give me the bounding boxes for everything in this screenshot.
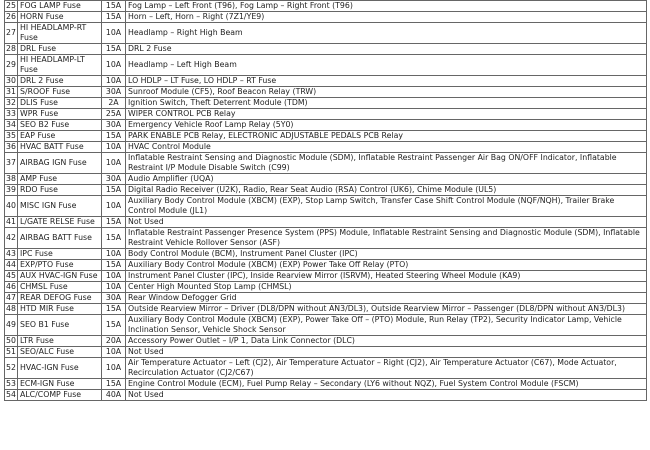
fuse-amperage: 40A [102,390,126,401]
fuse-description: Emergency Vehicle Roof Lamp Relay (5Y0) [126,120,647,131]
fuse-amperage: 15A [102,260,126,271]
fuse-amperage: 15A [102,315,126,336]
fuse-name: HVAC BATT Fuse [18,142,102,153]
fuse-amperage: 15A [102,228,126,249]
fuse-number: 31 [6,87,16,96]
fuse-name: HORN Fuse [18,12,102,23]
fuse-name: EAP Fuse [18,131,102,142]
fuse-description: WIPER CONTROL PCB Relay [126,109,647,120]
fuse-description: Inflatable Restraint Sensing and Diagnostic Module (SDM), Inflatable Restraint Passenger Air Bag ON/OFF Indicator, Inflatable Restraint I/P Module Disable Switch (C99) [126,153,647,174]
fuse-name: ECM-IGN Fuse [18,379,102,390]
fuse-description: HVAC Control Module [126,142,647,153]
fuse-name: HI HEADLAMP-RT Fuse [18,23,102,44]
fuse-number: 32 [6,98,16,107]
fuse-description: Ignition Switch, Theft Deterrent Module (TDM) [126,98,647,109]
fuse-name: CHMSL Fuse [18,282,102,293]
fuse-amperage: 30A [102,120,126,131]
fuse-description: Fog Lamp – Left Front (T96), Fog Lamp – Right Front (T96) [126,1,647,12]
fuse-name: SEO B1 Fuse [18,315,102,336]
table-row [5,12,647,23]
fuse-number: 54 [6,390,16,399]
fuse-number: 36 [6,142,16,151]
table-row [5,304,647,315]
fuse-name: S/ROOF Fuse [18,87,102,98]
fuse-description: Headlamp – Right High Beam [126,23,647,44]
table-row [5,347,647,358]
table-row [5,23,647,44]
fuse-description: Inflatable Restraint Passenger Presence System (PPS) Module, Inflatable Restraint Sensing and Diagnostic Module (SDM), Inflatable Restraint Vehicle Rollover Sensor (ASF) [126,228,647,249]
fuse-description: Not Used [126,217,647,228]
fuse-name: SEO/ALC Fuse [18,347,102,358]
table-row [5,336,647,347]
fuse-name: LTR Fuse [18,336,102,347]
fuse-number: 37 [5,153,18,174]
table-row [5,185,647,196]
fuse-description: Audio Amplifier (UQA) [126,174,647,185]
fuse-description: PARK ENABLE PCB Relay, ELECTRONIC ADJUSTABLE PEDALS PCB Relay [126,131,647,142]
fuse-amperage: 2A [102,98,126,109]
fuse-table [4,0,647,401]
table-row [5,87,647,98]
fuse-description: Air Temperature Actuator – Left (CJ2), Air Temperature Actuator – Right (CJ2), Air Temperature Actuator (C67), Mode Actuator, Recirculation Actuator (CJ2/C67) [126,358,647,379]
fuse-number: 44 [6,260,16,269]
table-row [5,131,647,142]
fuse-name: DRL Fuse [18,44,102,55]
fuse-amperage: 10A [102,271,126,282]
fuse-name: AIRBAG BATT Fuse [18,228,102,249]
fuse-name: MISC IGN Fuse [18,196,102,217]
fuse-description: Not Used [126,390,647,401]
fuse-table-body [5,1,647,401]
fuse-amperage: 15A [102,131,126,142]
fuse-number: 25 [6,1,16,10]
fuse-description: Center High Mounted Stop Lamp (CHMSL) [126,282,647,293]
fuse-amperage: 10A [102,23,126,44]
fuse-description: Instrument Panel Cluster (IPC), Inside Rearview Mirror (ISRVM), Heated Steering Wheel Module (KA9) [126,271,647,282]
fuse-description: Headlamp – Left High Beam [126,55,647,76]
table-row [5,120,647,131]
fuse-amperage: 30A [102,87,126,98]
fuse-name: AIRBAG IGN Fuse [18,153,102,174]
table-row [5,55,647,76]
fuse-description: Auxiliary Body Control Module (XBCM) (EXP), Stop Lamp Switch, Transfer Case Shift Control Module (NQF/NQH), Trailer Brake Control Module (JL1) [126,196,647,217]
fuse-number: 43 [6,249,16,258]
fuse-amperage: 15A [102,12,126,23]
table-row [5,282,647,293]
fuse-number: 47 [6,293,16,302]
fuse-amperage: 30A [102,293,126,304]
fuse-description: Not Used [126,347,647,358]
table-row [5,76,647,87]
fuse-amperage: 10A [102,282,126,293]
fuse-name: DLIS Fuse [18,98,102,109]
fuse-name: AMP Fuse [18,174,102,185]
table-row [5,153,647,174]
fuse-amperage: 15A [102,379,126,390]
fuse-amperage: 10A [102,358,126,379]
fuse-description: Sunroof Module (CF5), Roof Beacon Relay (TRW) [126,87,647,98]
fuse-name: REAR DEFOG Fuse [18,293,102,304]
fuse-name: SEO B2 Fuse [18,120,102,131]
fuse-description: DRL 2 Fuse [126,44,647,55]
fuse-description: Accessory Power Outlet – I/P 1, Data Link Connector (DLC) [126,336,647,347]
fuse-amperage: 20A [102,336,126,347]
fuse-description: Body Control Module (BCM), Instrument Panel Cluster (IPC) [126,249,647,260]
fuse-amperage: 10A [102,153,126,174]
fuse-amperage: 10A [102,196,126,217]
fuse-number: 30 [6,76,16,85]
fuse-number: 53 [6,379,16,388]
fuse-number: 45 [6,271,16,280]
fuse-amperage: 15A [102,1,126,12]
fuse-amperage: 30A [102,174,126,185]
fuse-number: 39 [6,185,16,194]
fuse-number: 46 [6,282,16,291]
fuse-name: RDO Fuse [18,185,102,196]
fuse-amperage: 10A [102,249,126,260]
fuse-amperage: 10A [102,347,126,358]
fuse-name: HVAC-IGN Fuse [18,358,102,379]
table-row [5,217,647,228]
table-row [5,109,647,120]
fuse-amperage: 15A [102,44,126,55]
fuse-number: 27 [5,23,18,44]
fuse-number: 26 [6,12,16,21]
table-row [5,44,647,55]
fuse-amperage: 25A [102,109,126,120]
fuse-description: Auxiliary Body Control Module (XBCM) (EXP) Power Take Off Relay (PTO) [126,260,647,271]
table-row [5,271,647,282]
table-row [5,174,647,185]
table-row [5,98,647,109]
fuse-number: 40 [5,196,18,217]
fuse-name: EXP/PTO Fuse [18,260,102,271]
fuse-number: 41 [6,217,16,226]
table-row [5,379,647,390]
fuse-number: 28 [6,44,16,53]
table-row [5,228,647,249]
fuse-number: 29 [5,55,18,76]
table-row [5,142,647,153]
fuse-description: Engine Control Module (ECM), Fuel Pump Relay – Secondary (LY6 without NQZ), Fuel System Control Module (FSCM) [126,379,647,390]
table-row [5,260,647,271]
fuse-description: Digital Radio Receiver (U2K), Radio, Rear Seat Audio (RSA) Control (UK6), Chime Module (UL5) [126,185,647,196]
fuse-name: IPC Fuse [18,249,102,260]
fuse-number: 49 [5,315,18,336]
fuse-number: 48 [6,304,16,313]
fuse-amperage: 10A [102,76,126,87]
fuse-name: FOG LAMP Fuse [18,1,102,12]
fuse-description: Horn – Left, Horn – Right (7Z1/YE9) [126,12,647,23]
fuse-number: 50 [6,336,16,345]
table-row [5,196,647,217]
fuse-number: 42 [5,228,18,249]
fuse-number: 52 [5,358,18,379]
table-row [5,390,647,401]
fuse-amperage: 10A [102,55,126,76]
fuse-name: L/GATE RELSE Fuse [18,217,102,228]
table-row [5,315,647,336]
fuse-description: LO HDLP – LT Fuse, LO HDLP – RT Fuse [126,76,647,87]
fuse-name: ALC/COMP Fuse [18,390,102,401]
table-row [5,249,647,260]
fuse-name: WPR Fuse [18,109,102,120]
fuse-description: Auxiliary Body Control Module (XBCM) (EXP), Power Take Off – (PTO) Module, Run Relay (TP2), Security Indicator Lamp, Vehicle Inclination Sensor, Vehicle Shock Sensor [126,315,647,336]
fuse-description: Rear Window Defogger Grid [126,293,647,304]
fuse-number: 35 [6,131,16,140]
fuse-amperage: 15A [102,304,126,315]
fuse-amperage: 15A [102,185,126,196]
table-row [5,1,647,12]
table-row [5,358,647,379]
fuse-description: Outside Rearview Mirror – Driver (DL8/DPN without AN3/DL3), Outside Rearview Mirror – Passenger (DL8/DPN without AN3/DL3) [126,304,647,315]
fuse-number: 34 [6,120,16,129]
fuse-number: 51 [6,347,16,356]
fuse-name: AUX HVAC-IGN Fuse [18,271,102,282]
table-row [5,293,647,304]
fuse-number: 33 [6,109,16,118]
fuse-amperage: 15A [102,217,126,228]
fuse-number: 38 [6,174,16,183]
fuse-amperage: 10A [102,142,126,153]
fuse-name: DRL 2 Fuse [18,76,102,87]
fuse-name: HI HEADLAMP-LT Fuse [18,55,102,76]
fuse-name: HTD MIR Fuse [18,304,102,315]
